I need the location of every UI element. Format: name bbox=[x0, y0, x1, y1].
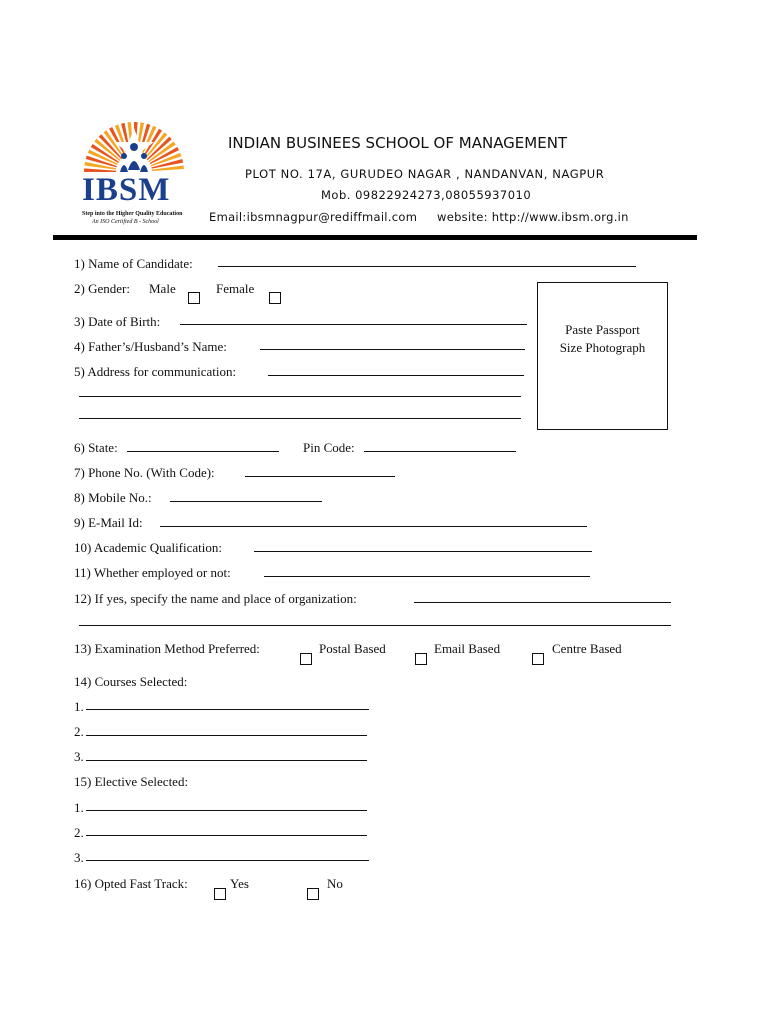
course-1-field[interactable] bbox=[86, 709, 369, 710]
course-1-number: 1. bbox=[74, 699, 84, 714]
exam-centre-checkbox[interactable] bbox=[532, 653, 544, 665]
employment-field[interactable] bbox=[264, 576, 590, 577]
q15-label: 15) Elective Selected: bbox=[74, 774, 189, 789]
institute-email-website: Email:ibsmnagpur@rediffmail.com website: http://www.ibsm.org.in bbox=[209, 210, 629, 224]
q8-label: 8) Mobile No.: bbox=[74, 490, 152, 505]
email-field[interactable] bbox=[160, 526, 587, 527]
pin-code-label: Pin Code: bbox=[303, 440, 355, 455]
q4-label: 4) Father’s/Husband’s Name: bbox=[74, 339, 227, 354]
elective-3-field[interactable] bbox=[86, 860, 369, 861]
q11-label: 11) Whether employed or not: bbox=[74, 565, 231, 580]
gender-male-checkbox[interactable] bbox=[188, 292, 200, 304]
q6-label: 6) State: bbox=[74, 440, 118, 455]
phone-field[interactable] bbox=[245, 476, 395, 477]
q10-label: 10) Academic Qualification: bbox=[74, 540, 223, 555]
course-2-number: 2. bbox=[74, 724, 84, 739]
elective-1-number: 1. bbox=[74, 800, 84, 815]
elective-2-field[interactable] bbox=[86, 835, 367, 836]
photo-box-line2: Size Photograph bbox=[559, 340, 646, 355]
pin-code-field[interactable] bbox=[364, 451, 516, 452]
fast-track-no-checkbox[interactable] bbox=[307, 888, 319, 900]
organization-field-1[interactable] bbox=[414, 602, 671, 603]
organization-field-2[interactable] bbox=[79, 625, 671, 626]
fast-track-no-label: No bbox=[327, 876, 343, 891]
fast-track-yes-checkbox[interactable] bbox=[214, 888, 226, 900]
logo-tagline: Step into the Higher Quality Education bbox=[82, 211, 183, 217]
address-field-2[interactable] bbox=[79, 396, 521, 397]
name-field[interactable] bbox=[218, 266, 636, 267]
q2-label: 2) Gender: bbox=[74, 281, 130, 296]
address-field-3[interactable] bbox=[79, 418, 521, 419]
q7-label: 7) Phone No. (With Code): bbox=[74, 465, 215, 480]
academic-qualification-field[interactable] bbox=[254, 551, 592, 552]
exam-email-checkbox[interactable] bbox=[415, 653, 427, 665]
exam-postal-label: Postal Based bbox=[319, 641, 386, 656]
institute-name: INDIAN BUSINEES SCHOOL OF MANAGEMENT bbox=[228, 134, 568, 152]
dob-field[interactable] bbox=[180, 324, 527, 325]
elective-1-field[interactable] bbox=[86, 810, 367, 811]
q1-label: 1) Name of Candidate: bbox=[74, 256, 193, 271]
course-3-field[interactable] bbox=[86, 760, 367, 761]
state-field[interactable] bbox=[127, 451, 279, 452]
q9-label: 9) E-Mail Id: bbox=[74, 515, 143, 530]
q16-label: 16) Opted Fast Track: bbox=[74, 876, 188, 891]
exam-centre-label: Centre Based bbox=[552, 641, 622, 656]
q13-label: 13) Examination Method Preferred: bbox=[74, 641, 260, 656]
institute-address: PLOT NO. 17A, GURUDEO NAGAR , NANDANVAN, NAGPUR bbox=[245, 167, 605, 181]
q12-label: 12) If yes, specify the name and place of organization: bbox=[74, 591, 357, 606]
gender-female-label: Female bbox=[216, 281, 255, 296]
logo-certified: An ISO Certified B - School bbox=[92, 219, 159, 225]
logo-name: IBSM bbox=[82, 172, 171, 208]
q3-label: 3) Date of Birth: bbox=[74, 314, 161, 329]
elective-3-number: 3. bbox=[74, 850, 84, 865]
gender-female-checkbox[interactable] bbox=[269, 292, 281, 304]
header-divider bbox=[53, 235, 697, 240]
mobile-field[interactable] bbox=[170, 501, 322, 502]
institute-mobile: Mob. 09822924273,08055937010 bbox=[321, 188, 532, 202]
photo-box bbox=[537, 282, 668, 430]
q5-label: 5) Address for communication: bbox=[74, 364, 237, 379]
exam-postal-checkbox[interactable] bbox=[300, 653, 312, 665]
elective-2-number: 2. bbox=[74, 825, 84, 840]
q14-label: 14) Courses Selected: bbox=[74, 674, 188, 689]
ibsm-logo bbox=[78, 120, 190, 232]
course-2-field[interactable] bbox=[86, 735, 367, 736]
address-field-1[interactable] bbox=[268, 375, 524, 376]
course-3-number: 3. bbox=[74, 749, 84, 764]
fast-track-yes-label: Yes bbox=[230, 876, 249, 891]
exam-email-label: Email Based bbox=[434, 641, 501, 656]
father-husband-name-field[interactable] bbox=[260, 349, 525, 350]
gender-male-label: Male bbox=[149, 281, 176, 296]
photo-box-line1: Paste Passport bbox=[565, 322, 640, 337]
